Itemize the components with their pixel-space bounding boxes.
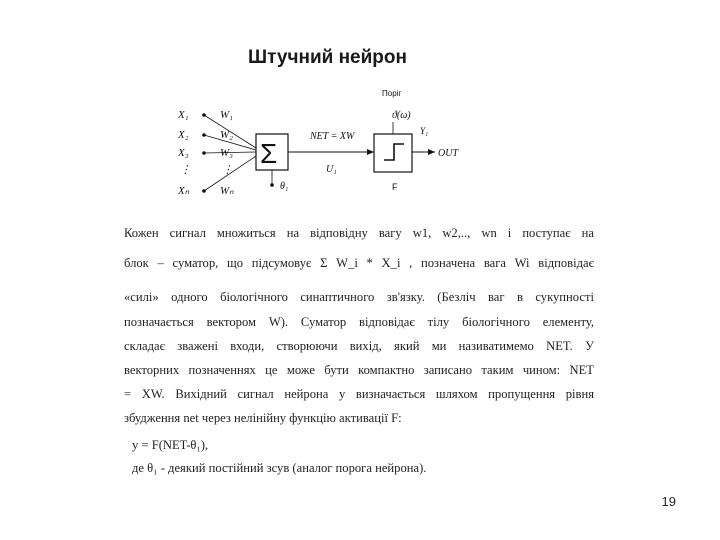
text-line-8: збудження net через нелінійну функцію активації F: bbox=[124, 411, 402, 425]
bias-label: θ₁ bbox=[280, 181, 289, 192]
slide-title: Штучний нейрон bbox=[248, 47, 407, 68]
u-label: U₁ bbox=[326, 164, 337, 175]
input-label: ⋮ bbox=[180, 164, 191, 176]
y-label: Y₁ bbox=[420, 126, 429, 136]
input-label: X₃ bbox=[178, 147, 189, 159]
neuron-diagram bbox=[170, 88, 470, 208]
input-label: Xₙ bbox=[178, 185, 190, 197]
inputs-group bbox=[177, 109, 191, 197]
input-label: X₂ bbox=[178, 129, 189, 141]
text-line-5: складає зважені входи, створюючи вихід, який ми називатимемо NET. У bbox=[124, 339, 594, 353]
page-number: 19 bbox=[661, 494, 676, 509]
weight-label: W₂ bbox=[220, 129, 233, 141]
input-label: X₁ bbox=[178, 109, 189, 121]
text-line-7: = XW. Вихідний сигнал нейрона у визначається шляхом пропущення рівня bbox=[124, 387, 594, 401]
text-line-1: Кожен сигнал множиться на відповідну вагу w1, w2,.., wn і поступає на bbox=[124, 226, 594, 240]
out-label: OUT bbox=[438, 148, 459, 159]
net-label: NET = XW bbox=[310, 131, 355, 142]
text-line-3: «силі» одного біологічного синаптичного зв'язку. (Безліч ваг в сукупності bbox=[124, 290, 594, 304]
weight-label: ⋮ bbox=[222, 164, 233, 176]
function-label: F bbox=[392, 182, 398, 192]
activation-block bbox=[374, 134, 412, 172]
weight-label: W₁ bbox=[220, 109, 233, 121]
threshold-label: Поріг bbox=[382, 89, 402, 98]
threshold-symbol: ϑ(ω) bbox=[392, 110, 411, 121]
bias-note: де θ₁ - деякий постійний зсув (аналог порога нейрона). bbox=[132, 461, 427, 475]
text-line-4: позначається вектором W). Суматор відповідає тілу біологічного елементу, bbox=[124, 315, 594, 329]
text-line-2: блок – суматор, що підсумовує Σ W_i * X_i , позначена вага Wi відповідає bbox=[124, 256, 594, 270]
text-line-6: векторних позначеннях це може бути компактно записано таким чином: NET bbox=[124, 363, 594, 377]
sum-symbol: Σ bbox=[260, 138, 278, 169]
weight-label: W₃ bbox=[220, 147, 233, 159]
activation-formula: y = F(NET-θ₁), bbox=[132, 438, 209, 452]
weight-label: Wₙ bbox=[220, 185, 234, 197]
